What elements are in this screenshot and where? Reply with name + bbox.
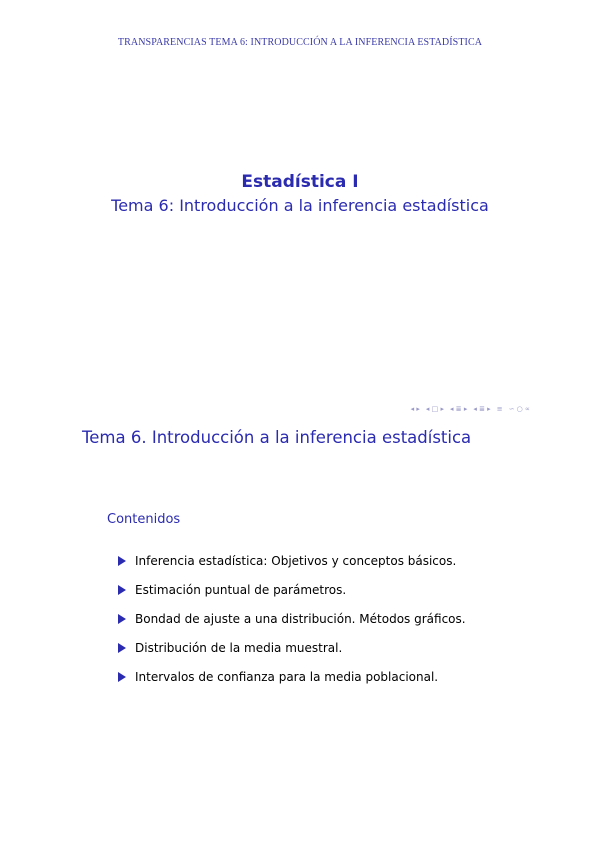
contents-list — [118, 546, 466, 691]
list-item — [118, 575, 466, 604]
list-item — [118, 662, 466, 691]
nav-align-icon: ≡ — [496, 405, 503, 413]
list-item-label: Intervalos de confianza para la media poblacional. — [135, 669, 439, 684]
list-item-label: Estimación puntual de parámetros. — [135, 582, 347, 597]
triangle-right-icon — [118, 614, 126, 624]
triangle-right-icon — [118, 672, 126, 682]
block-title: Contenidos — [107, 512, 181, 527]
triangle-right-icon — [118, 643, 126, 653]
content-slide — [70, 415, 530, 705]
running-header: TRANSPARENCIAS TEMA 6: INTRODUCCIÓN A LA INFERENCIA ESTADÍSTICA — [117, 37, 483, 48]
nav-first-icon: ◂ ▸ — [410, 405, 420, 413]
triangle-right-icon — [118, 556, 126, 566]
list-item — [118, 604, 466, 633]
list-item-label: Inferencia estadística: Objetivos y conceptos básicos. — [135, 553, 457, 568]
list-item — [118, 633, 466, 662]
navigation-symbols — [411, 405, 530, 413]
nav-search-icon: ∽ ○ ∝ — [508, 405, 530, 413]
list-item-label: Distribución de la media muestral. — [135, 640, 343, 655]
nav-frame-icon: ◂ □ ▸ — [425, 405, 444, 413]
slide-subtitle: Tema 6: Introducción a la inferencia estadística — [111, 196, 489, 215]
nav-section-icon: ◂ ≣ ▸ — [450, 405, 468, 413]
list-item-label: Bondad de ajuste a una distribución. Métodos gráficos. — [135, 611, 466, 626]
triangle-right-icon — [118, 585, 126, 595]
title-slide — [70, 160, 530, 415]
list-item — [118, 546, 466, 575]
nav-subsection-icon: ◂ ≣ ▸ — [473, 405, 491, 413]
slide-title: Estadística I — [241, 172, 359, 192]
frame-title: Tema 6. Introducción a la inferencia estadística — [82, 428, 472, 447]
